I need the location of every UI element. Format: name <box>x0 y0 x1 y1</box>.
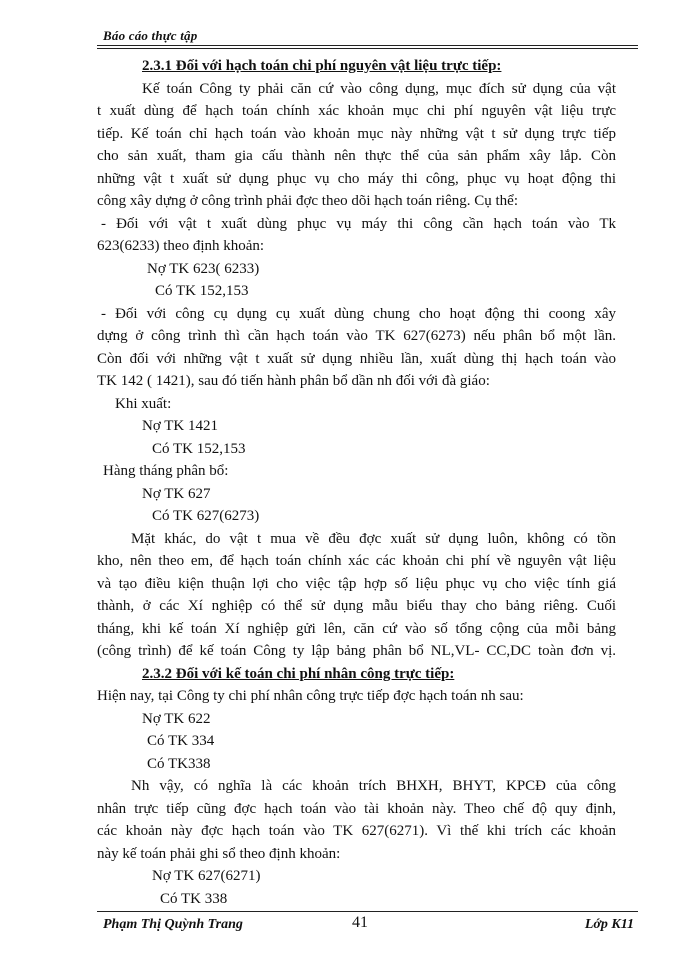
text-line <box>97 753 616 776</box>
text-line-content: Có TK 627(6273) <box>152 508 260 524</box>
text-line: các khoản này đợc hạch toán vào TK 627(6271). Vì thế khi trích các khoản <box>97 823 616 839</box>
text-line <box>97 888 616 911</box>
text-line-content: Có TK 338 <box>160 890 228 907</box>
document-body <box>97 55 616 910</box>
text-line: kho, nên theo em, để hạch toán chính xác các khoản chi phí về nguyên vật liệu <box>97 553 616 569</box>
text-line-content: Nợ TK 627(6271) <box>152 868 261 884</box>
text-line-content: Có TK338 <box>147 755 211 772</box>
section-heading <box>97 663 616 686</box>
page-header-title: Báo cáo thực tập <box>103 28 198 43</box>
text-line <box>97 280 616 303</box>
text-line <box>97 843 616 866</box>
section-heading <box>97 55 616 78</box>
text-line: (công trình) để kế toán Công ty lập bảng phân bổ NL,VL- CC,DC toàn đơn vị. <box>97 643 616 659</box>
text-line <box>97 393 616 416</box>
footer-class: Lớp K11 <box>584 917 634 932</box>
text-line <box>97 190 616 213</box>
text-line-content: Có TK 152,153 <box>152 440 246 457</box>
text-line <box>97 708 616 731</box>
text-line: Nh vậy, có nghĩa là các khoản trích BHXH, BHYT, KPCĐ của công <box>131 778 616 794</box>
page-number: 41 <box>352 914 368 931</box>
text-line: tiếp. Kế toán chỉ hạch toán vào khoản mục này những vật t sử dụng trực tiếp <box>97 125 616 142</box>
text-line-content: công xây dựng ở công trình phải đợc theo dõi hạch toán riêng. Cụ thể: <box>97 193 518 209</box>
text-line: Mặt khác, do vật t mua về đều đợc xuất sử dụng luôn, không có tồn <box>131 530 616 547</box>
text-line-content: Nợ TK 1421 <box>142 418 218 434</box>
text-line <box>97 505 616 528</box>
header-rule <box>97 45 638 49</box>
text-line <box>97 483 616 506</box>
text-line <box>97 415 616 438</box>
text-line <box>97 235 616 258</box>
text-line: tháng, khi kế toán Xí nghiệp gửi lên, căn cứ vào số tổng cộng của mỗi bảng <box>97 620 616 637</box>
text-line: nhân trực tiếp cũng đợc hạch toán vào tài khoản này. Theo chế độ quy định, <box>97 800 616 817</box>
footer-author: Phạm Thị Quỳnh Trang <box>103 917 243 932</box>
section-heading-text: 2.3.2 Đối với kế toán chi phí nhân công trực tiếp: <box>142 665 455 682</box>
text-line-content: Hàng tháng phân bổ: <box>103 463 229 479</box>
text-line-content: Nợ TK 627 <box>142 485 211 502</box>
text-line <box>97 258 616 281</box>
text-line <box>97 730 616 753</box>
text-line <box>97 865 616 888</box>
text-line: Còn đối với những vật t xuất sử dụng nhiều lần, xuất dùng thị hạch toán vào <box>97 350 616 367</box>
section-heading-text: 2.3.1 Đối với hạch toán chi phí nguyên vật liệu trực tiếp: <box>142 58 502 74</box>
text-line-content: 623(6233) theo định khoản: <box>97 238 265 254</box>
text-line <box>97 685 616 708</box>
text-line: thành, ở các Xí nghiệp có thể sử dụng mẫu biểu thay cho bảng riêng. Cuối <box>97 598 616 614</box>
text-line: dựng ở công trình thì cần hạch toán vào TK 627(6273) nếu phân bổ một lần. <box>97 328 616 344</box>
text-line-content: này kế toán phải ghi sổ theo định khoản: <box>97 845 341 862</box>
text-line <box>97 438 616 461</box>
text-line <box>97 460 616 483</box>
text-line-content: Hiện nay, tại Công ty chi phí nhân công trực tiếp đợc hạch toán nh sau: <box>97 688 524 704</box>
text-line-content: Có TK 152,153 <box>155 283 249 299</box>
text-line-content: Nợ TK 622 <box>142 710 211 727</box>
footer-rule <box>97 911 638 912</box>
text-line: cho sản xuất, tham gia cấu thành nên thực thể của sản phẩm xây lắp. Còn <box>97 148 616 164</box>
text-line-content: Khi xuất: <box>115 395 172 412</box>
text-line-content: Nợ TK 623( 6233) <box>147 260 260 277</box>
text-line-content: TK 142 ( 1421), sau đó tiến hành phân bổ dần nh đối với đà giáo: <box>97 373 490 389</box>
text-line-content: Có TK 334 <box>147 733 215 749</box>
text-line <box>97 370 616 393</box>
text-line: Kế toán Công ty phải căn cứ vào công dụng, mục đích sử dụng của vật <box>142 80 616 97</box>
text-line: và tạo điều kiện thuận lợi cho việc tập hợp số liệu phục vụ cho việc tính giá <box>97 575 616 592</box>
text-line: những vật t xuất sử dụng phục vụ cho máy thi công, phục vụ hoạt động thi <box>97 170 616 187</box>
text-line: t xuất dùng để hạch toán chính xác khoản mục chi phí nguyên vật liệu trực <box>97 103 616 119</box>
text-line: - Đối với vật t xuất dùng phục vụ máy thi công cần hạch toán vào Tk <box>101 215 616 232</box>
text-line: - Đối với công cụ dụng cụ xuất dùng chung cho hoạt động thi coong xây <box>101 305 616 322</box>
